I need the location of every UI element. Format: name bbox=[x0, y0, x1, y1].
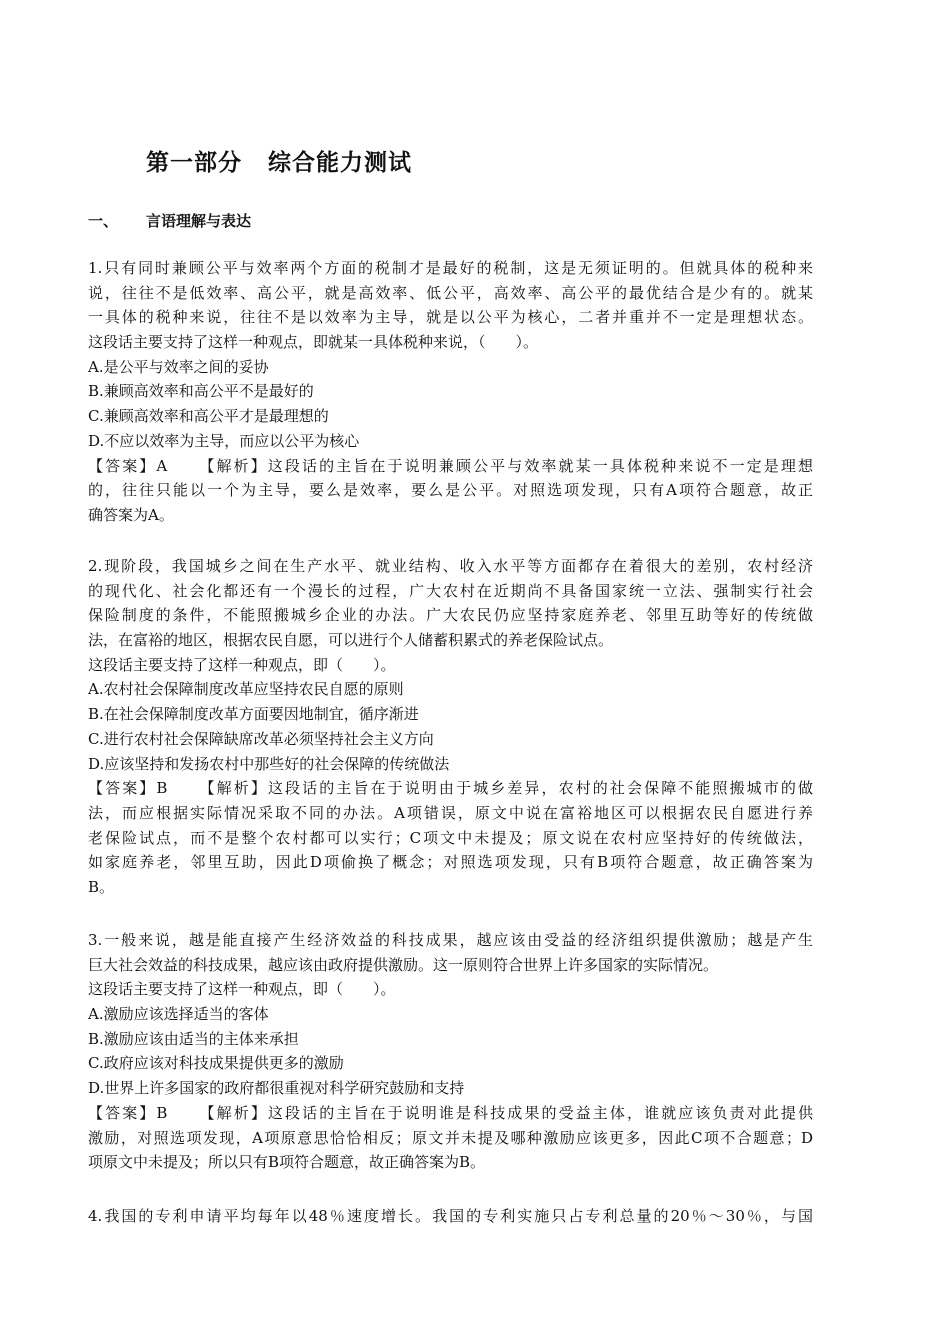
answer-line bbox=[88, 1101, 813, 1126]
analysis-text: 【解析】这段话的主旨在于说明由于城乡差异，农村的社会保障不能照搬城市的做 bbox=[197, 779, 813, 798]
option-a: A.是公平与效率之间的妥协 bbox=[88, 357, 269, 376]
option-a: A.农村社会保障制度改革应坚持农民自愿的原则 bbox=[88, 680, 404, 699]
option-c: C.进行农村社会保障缺席改革必须坚持社会主义方向 bbox=[88, 729, 434, 748]
question-stem-line: 巨大社会效益的科技成果，越应该由政府提供激励。这一原则符合世界上许多国家的实际情况。 bbox=[88, 955, 719, 974]
question-prompt: 这段话主要支持了这样一种观点，即（ ）。 bbox=[88, 980, 396, 999]
answer-line bbox=[88, 776, 813, 801]
answer-line bbox=[88, 454, 813, 479]
option-a: A.激励应该选择适当的客体 bbox=[88, 1005, 269, 1024]
question-stem-line: 2.现阶段，我国城乡之间在生产水平、就业结构、收入水平等方面都存在着很大的差别，农村经济 bbox=[88, 557, 813, 575]
analysis-line: B。 bbox=[88, 877, 115, 896]
analysis-line: 法，而应根据实际情况采取不同的办法。A项错误，原文中说在富裕地区可以根据农民自愿进行养 bbox=[88, 803, 813, 822]
page-title bbox=[146, 144, 412, 177]
question-prompt: 这段话主要支持了这样一种观点，即就某一具体税种来说，（ ）。 bbox=[88, 333, 539, 352]
option-c: C.政府应该对科技成果提供更多的激励 bbox=[88, 1054, 344, 1073]
question-stem-line: 1.只有同时兼顾公平与效率两个方面的税制才是最好的税制，这是无须证明的。但就具体的税种来 bbox=[88, 259, 813, 277]
option-b: B.激励应该由适当的主体来承担 bbox=[88, 1029, 299, 1048]
title-part: 第一部分 bbox=[146, 150, 242, 176]
option-d: D.不应以效率为主导，而应以公平为核心 bbox=[88, 431, 360, 450]
question-stem-line: 说，往往不是低效率、高公平，就是高效率、低公平，高效率、高公平的最优结合是少有的。就某 bbox=[88, 283, 813, 302]
section-name: 言语理解与表达 bbox=[146, 212, 252, 230]
analysis-text: 【解析】这段话的主旨在于说明兼顾公平与效率就某一具体税种来说不一定是理想 bbox=[197, 456, 813, 475]
option-b: B.兼顾高效率和高公平不是最好的 bbox=[88, 382, 314, 401]
question-4 bbox=[88, 1204, 813, 1229]
question-stem-line: 一具体的税种来说，往往不是以效率为主导，就是以公平为核心，二者并重并不一定是理想状态。 bbox=[88, 308, 813, 327]
question-stem-line: 法，在富裕的地区，根据农民自愿，可以进行个人储蓄积累式的养老保险试点。 bbox=[88, 631, 614, 650]
answer-label: 【答案】B bbox=[88, 1103, 168, 1122]
option-d: D.世界上许多国家的政府都很重视对科学研究鼓励和支持 bbox=[88, 1079, 465, 1098]
question-2 bbox=[88, 554, 813, 900]
analysis-line: 激励，对照选项发现，A项原意思恰恰相反；原文并未提及哪种激励应该更多，因此C项不合题意；D bbox=[88, 1128, 813, 1147]
analysis-text: 【解析】这段话的主旨在于说明谁是科技成果的受益主体，谁就应该负责对此提供 bbox=[197, 1103, 813, 1122]
section-heading bbox=[88, 210, 251, 231]
analysis-line: 项原文中未提及；所以只有B项符合题意，故正确答案为B。 bbox=[88, 1153, 486, 1172]
question-1 bbox=[88, 256, 813, 528]
section-number: 一、 bbox=[88, 212, 119, 230]
answer-label: 【答案】A bbox=[88, 456, 168, 475]
analysis-line: 如家庭养老，邻里互助，因此D项偷换了概念；对照选项发现，只有B项符合题意，故正确答案为 bbox=[88, 853, 813, 872]
question-prompt: 这段话主要支持了这样一种观点，即（ ）。 bbox=[88, 655, 396, 674]
option-b: B.在社会保障制度改革方面要因地制宜，循序渐进 bbox=[88, 705, 419, 724]
answer-label: 【答案】B bbox=[88, 779, 168, 798]
option-d: D.应该坚持和发扬农村中那些好的社会保障的传统做法 bbox=[88, 754, 450, 773]
question-3 bbox=[88, 928, 813, 1175]
question-stem-line: 的现代化、社会化都还有一个漫长的过程，广大农村在近期尚不具备国家统一立法、强制实行社会 bbox=[88, 581, 813, 600]
question-stem-line: 保险制度的条件，不能照搬城乡企业的办法。广大农民仍应坚持家庭养老、邻里互助等好的传统做 bbox=[88, 606, 813, 625]
analysis-line: 的，往往只能以一个为主导，要么是效率，要么是公平。对照选项发现，只有A项符合题意，故正 bbox=[88, 481, 813, 500]
analysis-line: 确答案为A。 bbox=[88, 505, 174, 524]
question-stem-line: 4.我国的专利申请平均每年以48％速度增长。我国的专利实施只占专利总量的20％～30％，与国 bbox=[88, 1207, 813, 1225]
option-c: C.兼顾高效率和高公平才是最理想的 bbox=[88, 407, 329, 426]
analysis-line: 老保险试点，而不是整个农村都可以实行；C项文中未提及；原文说在农村应坚持好的传统做法， bbox=[88, 828, 813, 847]
title-name: 综合能力测试 bbox=[268, 150, 412, 176]
question-stem-line: 3.一般来说，越是能直接产生经济效益的科技成果，越应该由受益的经济组织提供激励；越是产生 bbox=[88, 931, 813, 949]
